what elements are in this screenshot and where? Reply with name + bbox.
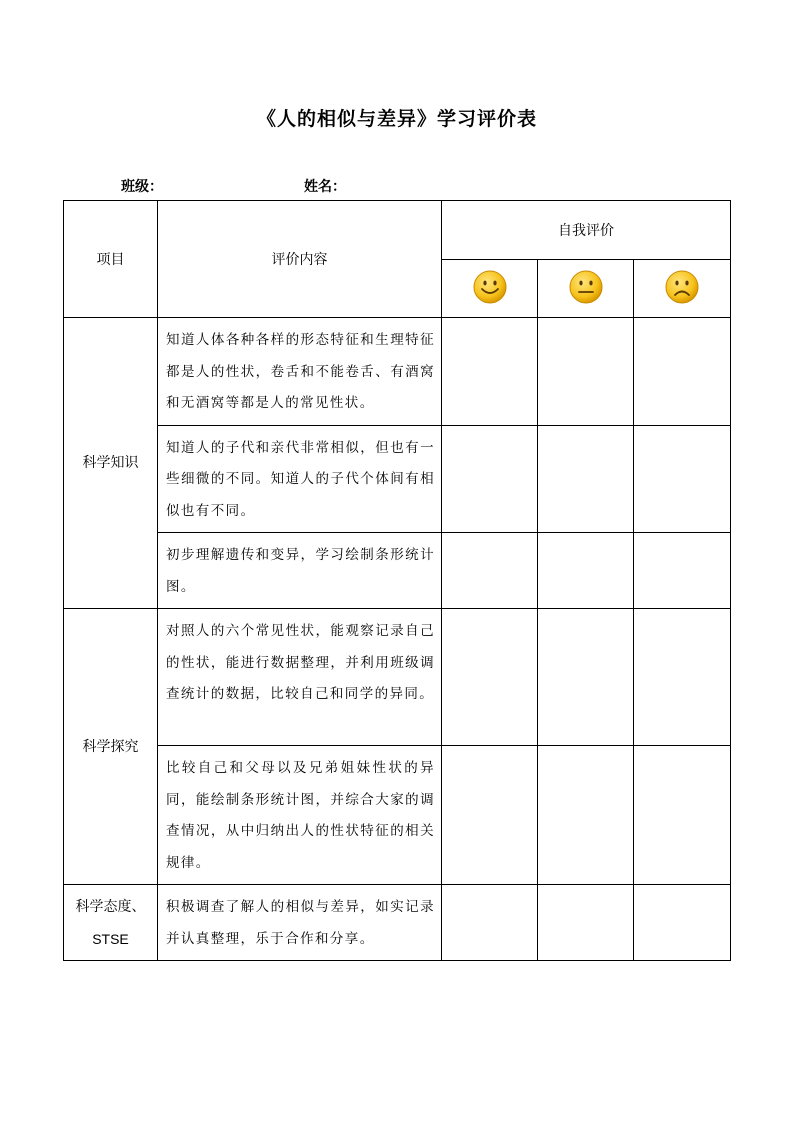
table-row	[64, 885, 731, 961]
happy-rating-cell[interactable]	[442, 318, 538, 426]
table-row	[64, 746, 731, 885]
neutral-rating-cell[interactable]	[538, 425, 634, 533]
name-label: 姓名：	[304, 179, 346, 195]
table-row	[64, 425, 731, 533]
happy-rating-cell[interactable]	[442, 425, 538, 533]
table-row	[64, 533, 731, 609]
project-inquiry: 科学探究	[64, 609, 158, 885]
neutral-column-header	[538, 260, 634, 318]
content-cell: 知道人体各种各样的形态特征和生理特征都是人的性状，卷舌和不能卷舌、有酒窝和无酒窝等都是人的常见性状。	[158, 318, 442, 426]
header-row	[64, 201, 731, 260]
content-cell: 积极调查了解人的相似与差异，如实记录并认真整理，乐于合作和分享。	[158, 885, 442, 961]
sad-rating-cell[interactable]	[634, 318, 731, 426]
sad-rating-cell[interactable]	[634, 425, 731, 533]
self-eval-header: 自我评价	[442, 201, 731, 260]
page-title: 《人的相似与差异》学习评价表	[256, 108, 537, 130]
table-row	[64, 318, 731, 426]
project-attitude-line2: STSE	[92, 930, 129, 947]
content-cell: 比较自己和父母以及兄弟姐妹性状的异同，能绘制条形统计图，并综合大家的调查情况，从中归纳出人的性状特征的相关规律。	[158, 746, 442, 885]
content-header: 评价内容	[158, 201, 442, 318]
frowning-face-icon	[664, 269, 700, 305]
neutral-rating-cell[interactable]	[538, 885, 634, 961]
project-knowledge: 科学知识	[64, 318, 158, 609]
project-header: 项目	[64, 201, 158, 318]
sad-rating-cell[interactable]	[634, 533, 731, 609]
sad-rating-cell[interactable]	[634, 885, 731, 961]
happy-rating-cell[interactable]	[442, 885, 538, 961]
sad-column-header	[634, 260, 731, 318]
content-cell: 初步理解遗传和变异，学习绘制条形统计图。	[158, 533, 442, 609]
class-label: 班级：	[121, 179, 163, 195]
smiling-face-icon	[472, 269, 508, 305]
neutral-rating-cell[interactable]	[538, 318, 634, 426]
project-attitude	[64, 885, 158, 961]
happy-rating-cell[interactable]	[442, 533, 538, 609]
neutral-rating-cell[interactable]	[538, 609, 634, 746]
neutral-rating-cell[interactable]	[538, 533, 634, 609]
sad-rating-cell[interactable]	[634, 746, 731, 885]
content-cell: 对照人的六个常见性状，能观察记录自己的性状，能进行数据整理，并利用班级调查统计的数据，比较自己和同学的异同。	[158, 609, 442, 746]
content-cell: 知道人的子代和亲代非常相似，但也有一些细微的不同。知道人的子代个体间有相似也有不同。	[158, 425, 442, 533]
sad-rating-cell[interactable]	[634, 609, 731, 746]
table-row	[64, 609, 731, 746]
happy-column-header	[442, 260, 538, 318]
evaluation-table	[63, 200, 731, 961]
project-attitude-line1: 科学态度、	[75, 898, 146, 915]
neutral-rating-cell[interactable]	[538, 746, 634, 885]
happy-rating-cell[interactable]	[442, 609, 538, 746]
happy-rating-cell[interactable]	[442, 746, 538, 885]
neutral-face-icon	[568, 269, 604, 305]
